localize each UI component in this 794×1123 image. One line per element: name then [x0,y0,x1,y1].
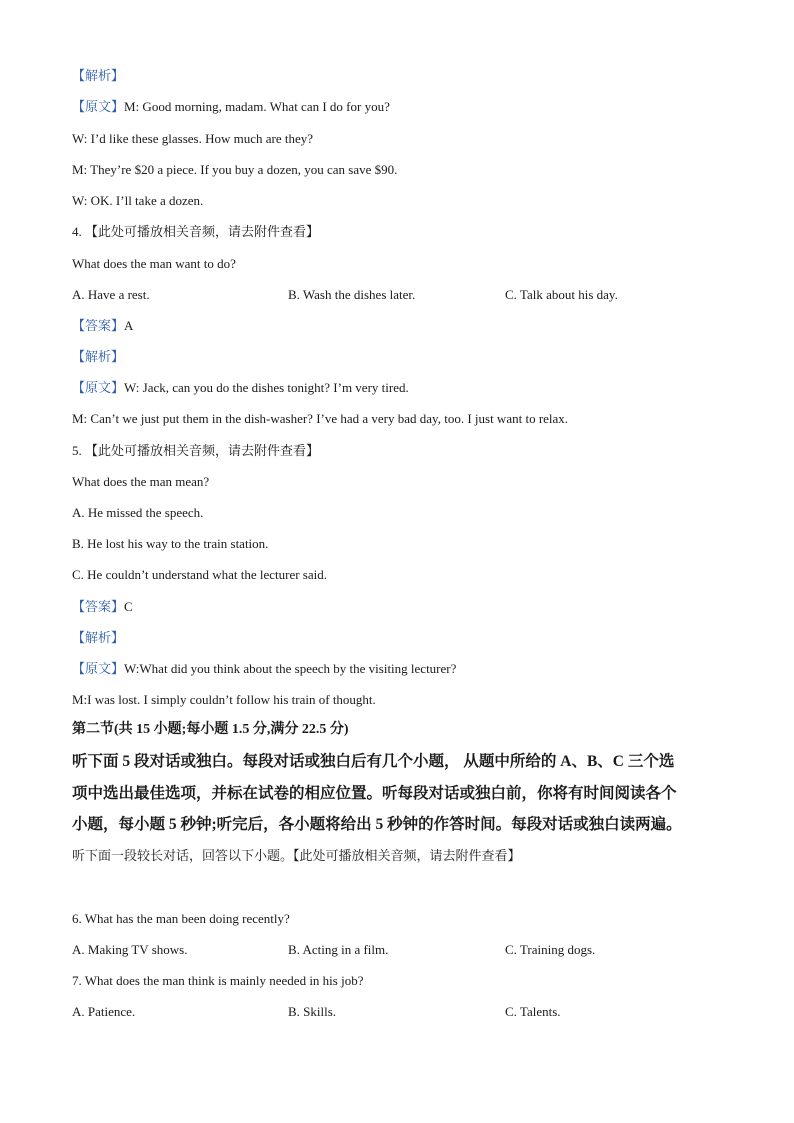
option-c: C. Talents. [505,1004,561,1019]
option-a: A. Patience. [72,1004,136,1019]
audio-note: 【此处可播放相关音频，请去附件查看】 [85,443,320,458]
transcript-line: W: I’d like these glasses. How much are they? [72,131,314,146]
transcript-text: M: Good morning, madam. What can I do for you? [124,99,390,114]
question-text: What does the man mean? [72,474,210,489]
analysis-label: 【解析】 [72,349,125,364]
analysis-label: 【解析】 [72,630,125,645]
instruction-line: 小题，每小题 5 秒钟;听完后，各小题将给出 5 秒钟的作答时间。每段对话或独白读两遍。 [72,816,682,833]
answer-value: A [124,318,134,333]
question-text: What does the man want to do? [72,256,236,271]
question-number: 5. [72,443,85,458]
option-a: A. Making TV shows. [72,942,188,957]
listening-prompt: 听下面一段较长对话，回答以下小题。【此处可播放相关音频，请去附件查看】 [72,848,521,863]
transcript-text: W:What did you think about the speech by the visiting lecturer? [124,661,457,676]
answer-label: 【答案】 [72,599,125,614]
answer-line [72,599,133,615]
instruction-line: 听下面 5 段对话或独白。每段对话或独白后有几个小题， 从题中所给的 A、B、C 三个选 [72,753,675,770]
option-a: A. He missed the speech. [72,505,204,520]
section-heading: 第二节(共 15 小题;每小题 1.5 分,满分 22.5 分) [72,722,349,737]
answer-line [72,318,133,334]
audio-note: 【此处可播放相关音频，请去附件查看】 [85,224,320,239]
option-b: B. Skills. [288,1004,337,1019]
instruction-line: 项中选出最佳选项，并标在试卷的相应位置。听每段对话或独白前，你将有时间阅读各个 [72,785,677,802]
option-b: B. He lost his way to the train station. [72,536,269,551]
transcript-line [72,380,409,396]
transcript-line [72,661,456,677]
question-header [72,224,319,240]
answer-label: 【答案】 [72,318,125,333]
original-label: 【原文】 [72,661,125,676]
option-b: B. Wash the dishes later. [288,287,416,302]
option-b: B. Acting in a film. [288,942,389,957]
question-text: 6. What has the man been doing recently? [72,911,290,926]
transcript-line: M: They’re $20 a piece. If you buy a dozen, you can save $90. [72,162,398,177]
transcript-text: W: Jack, can you do the dishes tonight? I’m very tired. [124,380,409,395]
option-c: C. He couldn’t understand what the lecturer said. [72,567,327,582]
transcript-line [72,99,390,115]
option-c: C. Talk about his day. [505,287,618,302]
question-header [72,443,319,459]
option-a: A. Have a rest. [72,287,150,302]
question-number: 4. [72,224,85,239]
original-label: 【原文】 [72,99,125,114]
option-c: C. Training dogs. [505,942,596,957]
transcript-line: M: Can’t we just put them in the dish-washer? I’ve had a very bad day, too. I just want to relax. [72,411,569,426]
original-label: 【原文】 [72,380,125,395]
answer-value: C [124,599,133,614]
question-text: 7. What does the man think is mainly needed in his job? [72,973,364,988]
transcript-line: W: OK. I’ll take a dozen. [72,193,204,208]
transcript-line: M:I was lost. I simply couldn’t follow his train of thought. [72,692,376,707]
analysis-label: 【解析】 [72,68,125,83]
